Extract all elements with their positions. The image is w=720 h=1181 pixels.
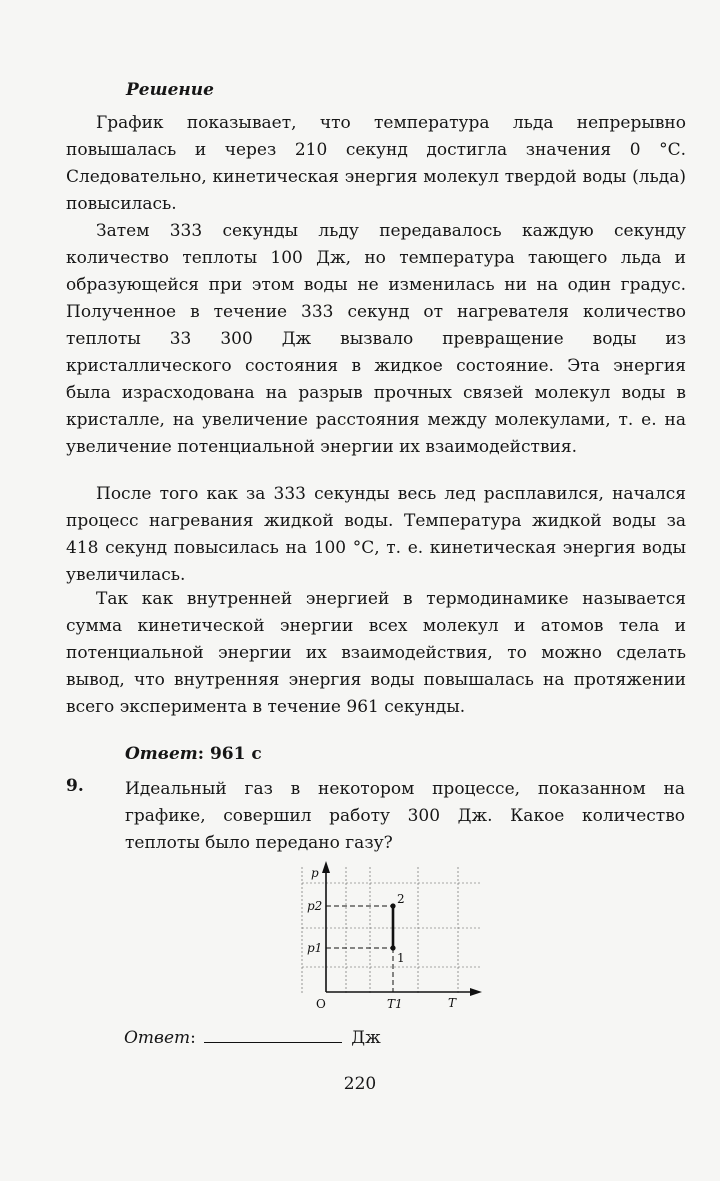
answer-label: Ответ	[125, 744, 198, 764]
page-number: 220	[343, 1074, 377, 1094]
graph-axes	[326, 867, 476, 992]
solution-paragraph-2: Затем 333 секунды льду передавалось каждую секунду количество теплоты 100 Дж, но температура тающего льда и образующейся при этом воды не изменилась ни на один градус. Полученное в течение 333 секунд от нагревателя количество теплоты 33 300 Дж вызвало превращение воды из кристаллического состояния в жидкое состояние. Эта энергия была израсходована на разрыв прочных связей молекул воды в кристалле, на увеличение расстояния между молекулами, т. е. на увеличение потенциальной энергии их взаимодействия.	[66, 221, 686, 457]
solution-heading: Решение	[126, 80, 214, 100]
solution-paragraph-4: Так как внутренней энергией в термодинамике называется сумма кинетической энергии всех молекул и атомов тела и потенциальной энергии их взаимодействия, то можно сделать вывод, что внутренняя энергия воды повышалась на протяжении всего эксперимента в течение 961 секунды.	[66, 589, 686, 717]
tick-t1: T1	[387, 997, 403, 1011]
solution-answer: Ответ: 961 с	[125, 744, 262, 764]
answer-value: 961 с	[209, 744, 262, 764]
y-axis-label: p	[311, 866, 319, 880]
guide-lines	[326, 906, 393, 992]
task-answer-label: Ответ	[124, 1028, 191, 1048]
pt-diagram	[290, 855, 490, 1015]
solution-paragraph-3: После того как за 333 секунды весь лед расплавился, начался процесс нагревания жидкой воды. Температура жидкой воды за 418 секунд повысилась на 100 °С, т. е. кинетическая энергия воды увеличилась.	[66, 484, 686, 585]
task-answer-unit: Дж	[351, 1028, 381, 1048]
task-text: Идеальный газ в некотором процессе, показанном на графике, совершил работу 300 Дж. Какое количество теплоты было передано газу?	[125, 779, 685, 853]
origin-label: O	[316, 997, 326, 1011]
point-2	[390, 903, 395, 908]
point-2-label: 2	[397, 892, 405, 906]
task-answer-line: Ответ: Дж	[124, 1028, 381, 1048]
tick-p1: p1	[307, 941, 323, 955]
x-axis-arrow	[470, 988, 482, 996]
point-1-label: 1	[397, 951, 405, 965]
solution-paragraph-1: График показывает, что температура льда непрерывно повышалась и через 210 секунд достигла значения 0 °С. Следовательно, кинетическая энергия молекул твердой воды (льда) повысилась.	[66, 113, 686, 214]
y-axis-arrow	[322, 861, 330, 873]
answer-blank[interactable]	[204, 1028, 342, 1043]
point-1	[390, 945, 395, 950]
x-axis-label: T	[448, 996, 457, 1010]
tick-p2: p2	[307, 899, 323, 913]
task-number: 9.	[66, 776, 84, 796]
